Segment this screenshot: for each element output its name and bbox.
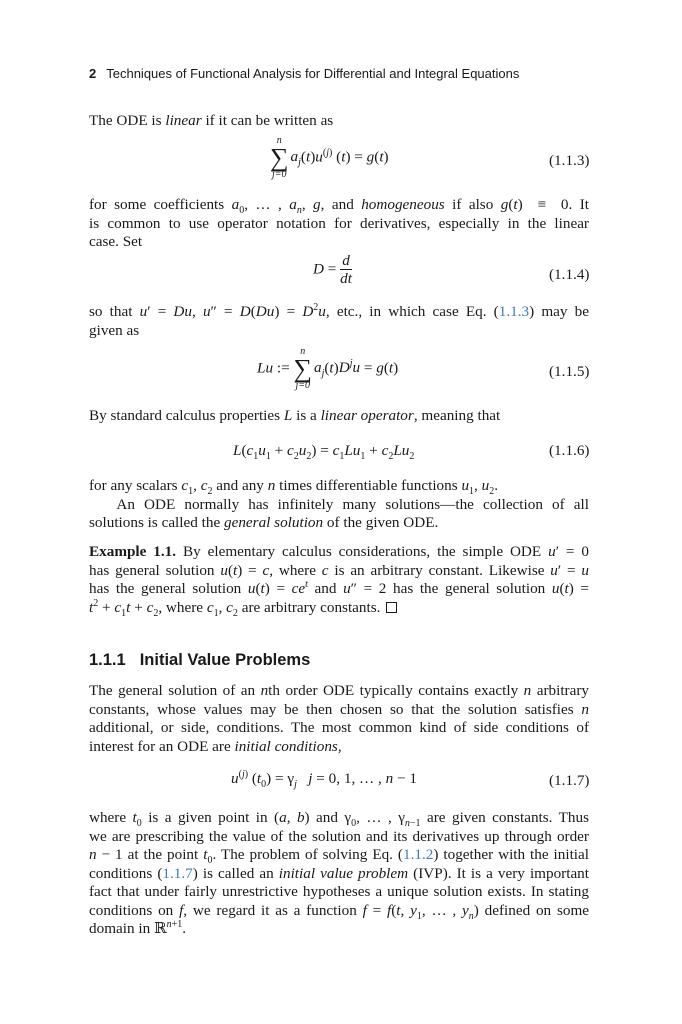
p1-text-b: if it can be written as bbox=[201, 112, 334, 129]
paragraph-ivp-intro: The general solution of an nth order ODE typically contains exactly n arbitrary constants, whose values may be then chosen so that the solution satisfies n additional, or side, conditions. The most common kind of side conditions of interest for an ODE are initial conditions, bbox=[89, 682, 589, 755]
p1-text-a: The ODE is bbox=[89, 112, 166, 129]
paragraph-so-that: so that u′ = Du, $u'' = D(Du) = D^2u$, etc., in which case Eq. (1.1.3) may be given as bbox=[89, 301, 589, 339]
equation-number-1-1-4: (1.1.4) bbox=[549, 266, 590, 283]
link-eq-1-1-3[interactable]: 1.1.3 bbox=[498, 303, 530, 320]
paragraph-ivp-definition: where $t_0$ is a given point in (a, b) and $\gamma_0$, … , $\gamma_{n-1}$ are given constants. Thus we are prescribing the value of the solution and its derivatives up through order n − 1 at the point $t_0$. The problem of solving Eq. (1.1.2) together with the initial conditions (1.1.7) is called an initial value problem (IVP). It is a very important fact that under fairly unrestrictive hypotheses a unique solution exists. In stating conditions on f, we regard it as a function f = f(t, $y_1$, … , $y_n$) defined on some domain in ℝ$^{n+1}$. bbox=[89, 809, 590, 937]
link-eq-1-1-7[interactable]: 1.1.7 bbox=[162, 864, 193, 882]
example-1-1: Example 1.1. By elementary calculus considerations, the simple ODE u′ = 0 has general solution u(t) = c, where c is an arbitrary constant. Likewise u′ = u has the general solution $u(t) = ce^t$ and u″ = 2 has the general solution u(t) = $t^2 + c_1t + c_2$, where $c_1$, $c_2$ are arbitrary constants. bbox=[89, 543, 590, 619]
equation-1-1-6: $L(c_1u_1 + c_2u_2) = c_1Lu_1 + c_2Lu_2$ bbox=[233, 442, 415, 463]
running-title: Techniques of Functional Analysis for Differential and Integral Equations bbox=[106, 66, 520, 81]
paragraph-linear-def bbox=[89, 112, 589, 131]
equation-1-1-4: D = $\frac{d}{dt}$ bbox=[313, 252, 352, 288]
equation-number-1-1-3: (1.1.3) bbox=[549, 152, 590, 169]
equation-1-1-5: Lu := n ∑ j=0 $a_j(t)D^ju = g(t)$ bbox=[257, 346, 399, 391]
section-number: 1.1.1 bbox=[89, 651, 126, 669]
paragraph-homogeneous: for some coefficients $a_0$, … , $a_n$, g, and homogeneous if also g(t) ≡ 0. It is common to use operator notation for derivatives, especially in the linear case. Set bbox=[89, 196, 590, 250]
link-eq-1-1-2[interactable]: 1.1.2 bbox=[403, 846, 434, 863]
summation-symbol: n ∑ j=0 bbox=[293, 346, 312, 391]
equation-1-1-3: n ∑ j=0 $a_j(t)u^{(j)}$ (t) = g(t) bbox=[270, 135, 389, 180]
section-title: Initial Value Problems bbox=[139, 651, 311, 669]
example-label: Example 1.1. bbox=[89, 543, 177, 560]
paragraph-general-solution: for any scalars $c_1$, $c_2$ and any n times differentiable functions $u_1$, $u_2$. An ODE normally has infinitely many solutions—the collection of all solutions is called the general solution of the given ODE. bbox=[89, 477, 589, 531]
fraction-d-dt: $\frac{d}{dt}$ bbox=[340, 252, 352, 288]
equation-number-1-1-5: (1.1.5) bbox=[549, 363, 590, 380]
equation-1-1-7: $u^{(j)}$ $(t_0) = \gamma_j$ j = 0, 1, … , n − 1 bbox=[231, 768, 417, 791]
equation-number-1-1-7: (1.1.7) bbox=[549, 772, 590, 789]
p1-em-linear: linear bbox=[165, 112, 202, 129]
running-header bbox=[89, 66, 519, 81]
paragraph-linear-operator: By standard calculus properties L is a linear operator, meaning that bbox=[89, 407, 501, 424]
qed-box-icon bbox=[386, 602, 397, 613]
section-heading bbox=[89, 651, 310, 670]
summation-symbol: n ∑ j=0 bbox=[270, 135, 289, 180]
page-number: 2 bbox=[89, 66, 97, 81]
equation-number-1-1-6: (1.1.6) bbox=[549, 442, 590, 459]
